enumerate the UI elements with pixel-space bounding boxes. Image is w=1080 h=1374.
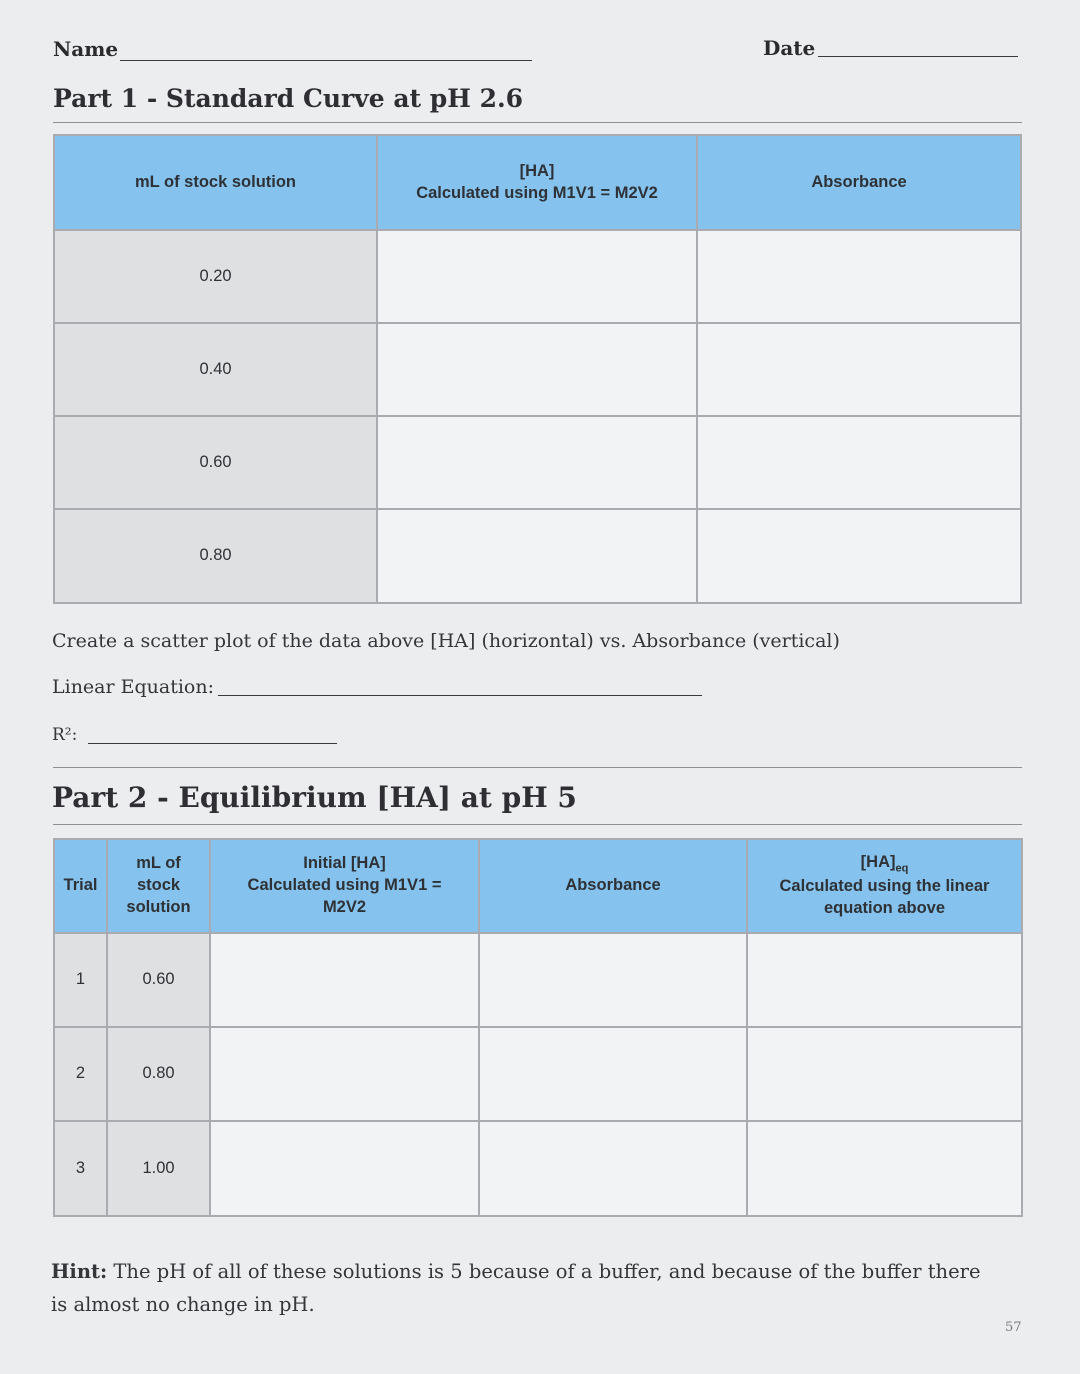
haeq-cell[interactable] [747,1027,1022,1121]
trial-number: 2 [54,1027,107,1121]
trial-number: 1 [54,933,107,1027]
stock-value: 0.40 [54,323,377,416]
col-stock-line: solution [126,897,191,916]
col-stock-solution: mL of stock solution [54,135,377,230]
col-ha-title: [HA] [519,161,555,180]
stock-value: 0.60 [107,933,210,1027]
ha-cell[interactable] [377,416,697,509]
absorbance-cell[interactable] [479,1027,747,1121]
col-haeq-line: equation above [823,898,946,917]
name-label: Name [53,37,119,61]
part1-title: Part 1 - Standard Curve at pH 2.6 [53,84,524,113]
haeq-cell[interactable] [747,933,1022,1027]
initial-ha-cell[interactable] [210,1121,479,1216]
col-initial-line: Initial [HA] [303,854,386,873]
col-ha-calculated [377,135,697,230]
equilibrium-table [53,838,1023,1217]
stock-value: 0.80 [107,1027,210,1121]
col-stock-line: mL of [136,854,181,873]
col-stock-solution [107,839,210,933]
hint-text: The pH of all of these solutions is 5 because of a buffer, and because of the buffer there is almost no change in pH. [51,1260,981,1316]
col-haeq-title [752,852,1017,876]
stock-value: 0.80 [54,509,377,603]
name-field[interactable] [120,60,532,61]
ha-cell[interactable] [377,230,697,323]
absorbance-cell[interactable] [479,933,747,1027]
initial-ha-cell[interactable] [210,1027,479,1121]
part2-title: Part 2 - Equilibrium [HA] at pH 5 [52,781,577,814]
hint-label: Hint: [51,1260,108,1283]
date-field[interactable] [818,56,1018,57]
linear-equation-field[interactable] [218,695,702,696]
col-absorbance: Absorbance [479,839,747,933]
absorbance-cell[interactable] [697,323,1021,416]
trial-number: 3 [54,1121,107,1216]
r2-label: R²: [52,725,78,745]
ha-cell[interactable] [377,509,697,603]
part2-divider [53,824,1022,825]
initial-ha-cell[interactable] [210,933,479,1027]
stock-value: 1.00 [107,1121,210,1216]
ha-cell[interactable] [377,323,697,416]
absorbance-cell[interactable] [697,416,1021,509]
standard-curve-table [53,134,1022,604]
col-ha-subtitle: Calculated using M1V1 = M2V2 [416,183,658,202]
section-divider [53,767,1022,768]
page-number: 57 [1005,1320,1022,1335]
col-haeq-line: Calculated using the linear [779,877,990,896]
linear-equation-label: Linear Equation: [52,676,215,698]
haeq-base: [HA] [860,853,896,872]
haeq-cell[interactable] [747,1121,1022,1216]
col-trial: Trial [54,839,107,933]
hint-paragraph [51,1255,981,1321]
stock-value: 0.20 [54,230,377,323]
col-initial-line: Calculated using M1V1 = [247,876,442,895]
haeq-subscript: eq [895,862,909,875]
col-initial-line: M2V2 [322,897,367,916]
col-stock-line: stock [136,876,181,895]
col-absorbance: Absorbance [697,135,1021,230]
part1-divider [53,122,1022,123]
col-ha-eq [747,839,1022,933]
col-initial-ha [210,839,479,933]
absorbance-cell[interactable] [479,1121,747,1216]
date-label: Date [763,36,816,60]
stock-value: 0.60 [54,416,377,509]
absorbance-cell[interactable] [697,509,1021,603]
r2-field[interactable] [88,743,337,744]
scatter-instruction: Create a scatter plot of the data above [HA] (horizontal) vs. Absorbance (vertical) [52,630,840,652]
absorbance-cell[interactable] [697,230,1021,323]
